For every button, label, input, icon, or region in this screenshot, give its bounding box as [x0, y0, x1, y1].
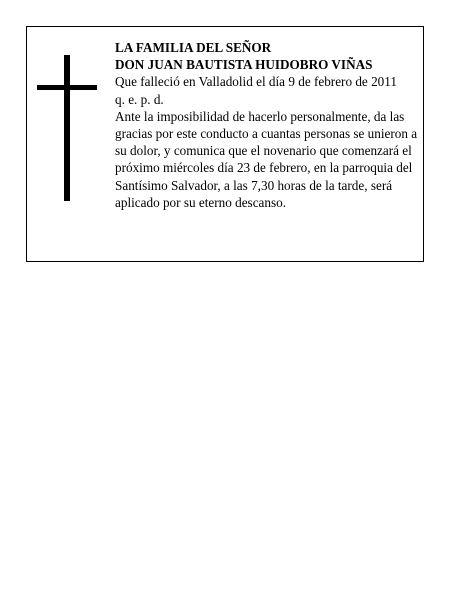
- heading-line-2: DON JUAN BAUTISTA HUIDOBRO VIÑAS: [115, 57, 373, 73]
- rip-text: q. e. p. d.: [115, 91, 164, 107]
- cross-vertical-bar: [64, 55, 70, 201]
- notice-text: [115, 39, 421, 211]
- heading-line-1: LA FAMILIA DEL SEÑOR: [115, 40, 272, 55]
- notice-body: Ante la imposibilidad de hacerlo personalmente, da las gracias por este conducto a cuantas personas se unieron a su dolor, y comunica que el novenario que comenzará el próximo miércoles día 23 de febrero, en la parroquia del Santísimo Salvador, a las 7,30 horas de la tarde, será aplicado por su eterno descanso.: [115, 108, 418, 210]
- cross-icon: [37, 55, 97, 201]
- obituary-notice: [26, 26, 424, 262]
- death-info: Que falleció en Valladolid el día 9 de febrero de 2011: [115, 74, 397, 90]
- cross-horizontal-bar: [37, 85, 97, 90]
